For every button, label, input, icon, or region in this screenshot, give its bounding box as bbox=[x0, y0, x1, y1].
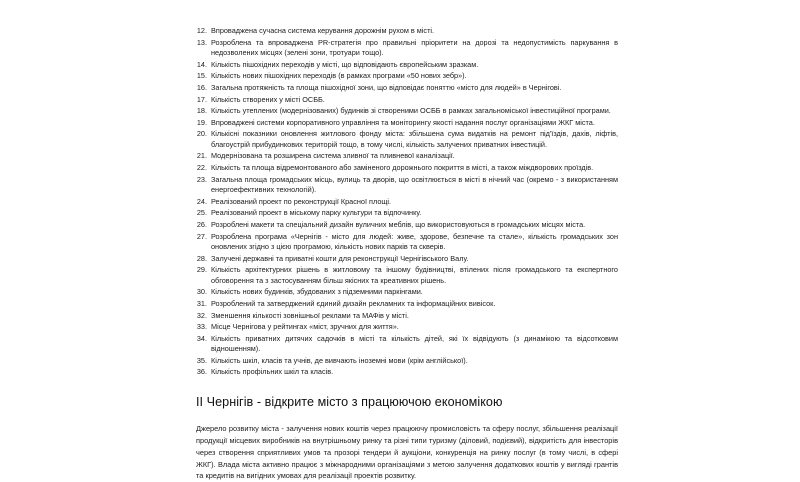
list-item-text: Кількість пішохідних переходів у місті, що відповідають європейським зразкам. bbox=[211, 59, 479, 69]
list-item-number: 19. bbox=[196, 117, 207, 127]
list-item-text: Кількість та площа відремонтованого або заміненого дорожнього покриття в місті, а також міждворових проїздів. bbox=[211, 163, 594, 173]
list-item-text: Розроблена та впроваджена PR-стратегія про правильні пріоритети на дорозі та недопустимість паркування в недозволених місцях (зелені зони, тротуари тощо). bbox=[211, 37, 618, 57]
list-item-text: Кількість шкіл, класів та учнів, де вивчають іноземні мови (крім англійської). bbox=[211, 355, 468, 365]
list-item bbox=[196, 118, 618, 128]
list-item bbox=[196, 60, 618, 70]
list-item bbox=[196, 95, 618, 105]
list-item bbox=[196, 287, 618, 297]
list-item-text: Реалізований проект в міському парку культури та відпочинку. bbox=[211, 208, 422, 218]
list-item-text: Кількість утеплених (модернізованих) будинків зі створеними ОСББ в рамках загальноміської інвестиційної програми. bbox=[211, 106, 611, 116]
list-item bbox=[196, 129, 618, 150]
list-item-number: 28. bbox=[196, 253, 207, 263]
list-item bbox=[196, 220, 618, 230]
list-item-number: 17. bbox=[196, 94, 207, 104]
list-item bbox=[196, 265, 618, 286]
list-item-text: Зменшення кількості зовнішньої реклами та МАФів у місті. bbox=[211, 310, 409, 320]
list-item bbox=[196, 254, 618, 264]
list-item bbox=[196, 71, 618, 81]
numbered-requirements-list bbox=[196, 26, 618, 378]
list-item-number: 20. bbox=[196, 129, 207, 139]
list-item-text: Залучені державні та приватні кошти для реконструкції Чернігівського Валу. bbox=[211, 253, 469, 263]
list-item-text: Кількість приватних дитячих садочків в місті та кількість дітей, які їх відвідують (з динамікою та відсотковим відношенням). bbox=[211, 333, 618, 354]
list-item-text: Кількість архітектурних рішень в житловому та іншому будівництві, втілених після громадського та експертного обговорення та з застосуванням більш якісних та креативних рішень. bbox=[211, 265, 618, 285]
list-item-text: Впроваджена сучасна система керування дорожнім рухом в місті. bbox=[211, 26, 435, 35]
list-item bbox=[196, 299, 618, 309]
list-item-number: 35. bbox=[196, 355, 207, 365]
list-item-number: 31. bbox=[196, 298, 207, 308]
list-item-number: 26. bbox=[196, 220, 207, 229]
list-item-text: Кількість профільних шкіл та класів. bbox=[211, 367, 334, 377]
list-item bbox=[196, 83, 618, 93]
list-item-text: Місце Чернігова у рейтингах «міст, зручних для життя». bbox=[211, 322, 399, 332]
list-item-number: 22. bbox=[196, 163, 207, 173]
list-item bbox=[196, 367, 618, 377]
list-item-number: 18. bbox=[196, 106, 207, 116]
list-item bbox=[196, 38, 618, 59]
list-item-number: 25. bbox=[196, 208, 207, 218]
list-item bbox=[196, 356, 618, 366]
list-item-text: Розроблена програма «Чернігів - місто для людей: живе, здорове, безпечне та стале», кількість громадських зон оновлених згідно з цією програмою, кількість нових парків та скверів. bbox=[211, 231, 618, 251]
list-item-number: 12. bbox=[196, 26, 207, 35]
list-item bbox=[196, 311, 618, 321]
list-item-number: 27. bbox=[196, 231, 207, 241]
list-item bbox=[196, 322, 618, 332]
list-item-number: 15. bbox=[196, 71, 207, 81]
list-item-text: Кількість створених у місті ОСББ. bbox=[211, 94, 325, 104]
list-item bbox=[196, 26, 618, 36]
list-item-number: 36. bbox=[196, 367, 207, 377]
list-item bbox=[196, 106, 618, 116]
section-paragraph: Джерело розвитку міста - залучення нових коштів через працюючу промисловість та сферу послуг, збільшення реалізації продукції місцевих виробників на внутрішньому ринку та різні типи туризму (діловий, подієвий), відкритість для інвесторів через створення сприятливих умов та прозорі тендери й аукціони, конкуренція на ринку послуг (в тому числі, в сфері ЖКГ). Влада міста активно працює з міжнародними організаціями з метою залучення додаткових коштів у вигляді грантів та кредитів на вигідних умовах для реалізації проектів розвитку. bbox=[196, 423, 618, 481]
list-item bbox=[196, 334, 618, 355]
list-item-number: 33. bbox=[196, 322, 207, 332]
list-item bbox=[196, 197, 618, 207]
list-item-number: 24. bbox=[196, 196, 207, 206]
list-item-text: Розроблені макети та спеціальний дизайн вуличних меблів, що використовуються в громадських місцях міста. bbox=[211, 220, 586, 229]
list-item-number: 21. bbox=[196, 151, 207, 161]
list-item bbox=[196, 175, 618, 196]
list-item-text: Кількість нових пішохідних переходів (в рамках програми «50 нових зебр»). bbox=[211, 71, 467, 81]
list-item bbox=[196, 151, 618, 161]
list-item-number: 23. bbox=[196, 174, 207, 184]
list-item-text: Кількість нових будинків, збудованих з підземними паркінгами. bbox=[211, 287, 423, 297]
section-heading: II Чернігів - відкрите місто з працюючою економікою bbox=[196, 394, 503, 409]
list-item-text: Розроблений та затверджений єдиний дизайн рекламних та інформаційних вивісок. bbox=[211, 298, 496, 308]
list-item bbox=[196, 208, 618, 218]
list-item-text: Модернізована та розширена система зливної та пливневої каналізації. bbox=[211, 151, 455, 161]
list-item bbox=[196, 163, 618, 173]
list-item-text: Впроваджені системи корпоративного управління та моніторингу якості надання послуг організаціями ЖКГ міста. bbox=[211, 117, 595, 127]
list-item-number: 30. bbox=[196, 287, 207, 297]
list-item-number: 34. bbox=[196, 333, 207, 343]
list-item-number: 14. bbox=[196, 59, 207, 69]
list-item bbox=[196, 232, 618, 253]
list-item-text: Загальна площа громадських місць, вулиць та дворів, що освітлюється в місті в нічний час (окремо - з використанням енергоефективних технологій). bbox=[211, 174, 618, 195]
list-item-text: Загальна протяжність та площа пішохідної зони, що відповідає поняттю «місто для людей» в Чернігові. bbox=[211, 82, 562, 92]
list-item-number: 29. bbox=[196, 265, 207, 275]
list-item-text: Реалізований проект по реконструкції Красної площі. bbox=[211, 196, 392, 206]
list-item-number: 16. bbox=[196, 82, 207, 92]
list-item-text: Кількісні показники оновлення житлового фонду міста: збільшена сума видатків на ремонт під'їздів, дахів, ліфтів, благоустрій прибудинкових територій тощо, в тому числі, кількість залучених приватних інвестицій. bbox=[211, 129, 618, 149]
list-item-number: 32. bbox=[196, 310, 207, 320]
list-item-number: 13. bbox=[196, 37, 207, 47]
